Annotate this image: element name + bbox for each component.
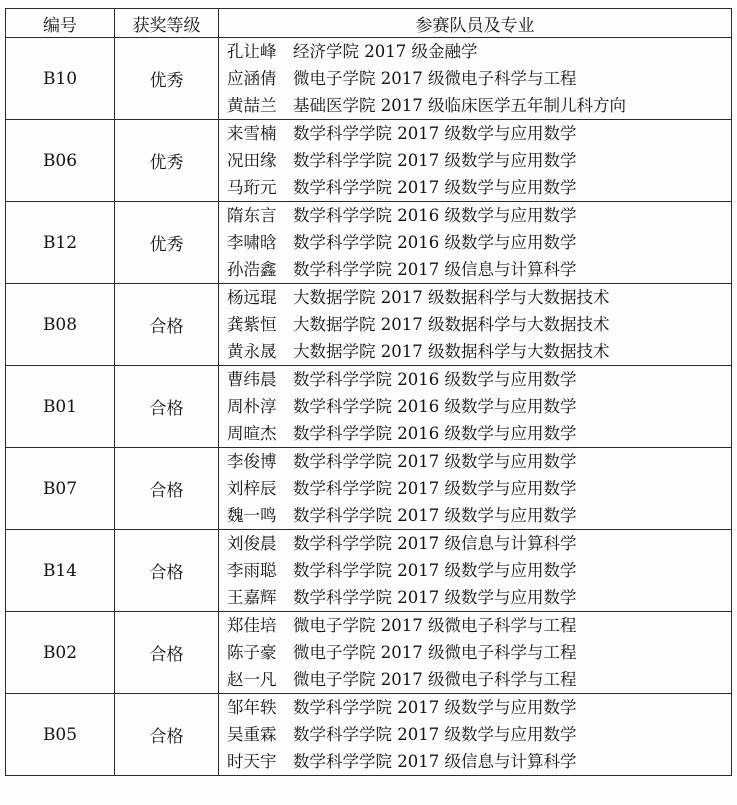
member-line [227,748,731,775]
member-name: 刘俊晨 [227,534,277,553]
member-major: 数学科学学院 2017 级数学与应用数学 [293,151,577,170]
award-level: 合格 [115,448,219,530]
member-line [227,65,731,92]
member-line [227,721,731,748]
member-line [227,448,731,475]
member-name: 孔让峰 [227,42,277,61]
member-major: 数学科学学院 2016 级数学与应用数学 [293,424,577,443]
team-row [6,120,732,202]
team-members [219,120,732,202]
team-code: B10 [6,38,115,120]
team-code: B01 [6,366,115,448]
member-major: 数学科学学院 2017 级数学与应用数学 [293,178,577,197]
member-name: 邹年轶 [227,698,277,717]
member-name: 马珩元 [227,178,277,197]
team-row [6,448,732,530]
member-major: 数学科学学院 2017 级信息与计算科学 [293,534,577,553]
member-name: 周暄杰 [227,424,277,443]
team-code: B07 [6,448,115,530]
member-major: 数学科学学院 2017 级数学与应用数学 [293,561,577,580]
member-major: 微电子学院 2017 级微电子科学与工程 [293,616,577,635]
award-level: 合格 [115,366,219,448]
member-name: 陈子豪 [227,643,277,662]
member-name: 杨远琨 [227,288,277,307]
team-members [219,284,732,366]
member-line [227,420,731,447]
member-line [227,612,731,639]
award-level: 优秀 [115,202,219,284]
member-line [227,694,731,721]
member-name: 王嘉辉 [227,588,277,607]
award-level: 合格 [115,612,219,694]
member-name: 郑佳培 [227,616,277,635]
member-line [227,256,731,283]
member-major: 数学科学学院 2016 级数学与应用数学 [293,206,577,225]
member-name: 魏一鸣 [227,506,277,525]
member-line [227,639,731,666]
member-line [227,393,731,420]
member-line [227,147,731,174]
member-line [227,229,731,256]
member-major: 大数据学院 2017 级数据科学与大数据技术 [293,342,610,361]
member-line [227,530,731,557]
member-major: 数学科学学院 2017 级数学与应用数学 [293,124,577,143]
member-name: 况田缘 [227,151,277,170]
member-name: 隋东言 [227,206,277,225]
member-name: 赵一凡 [227,670,277,689]
team-row [6,612,732,694]
member-line [227,475,731,502]
member-major: 微电子学院 2017 级微电子科学与工程 [293,69,577,88]
member-major: 数学科学学院 2017 级数学与应用数学 [293,588,577,607]
member-line [227,666,731,693]
member-line [227,502,731,529]
header-row [6,9,732,38]
member-name: 曹纬晨 [227,370,277,389]
team-row [6,202,732,284]
award-level: 优秀 [115,38,219,120]
member-line [227,584,731,611]
member-major: 大数据学院 2017 级数据科学与大数据技术 [293,315,610,334]
team-code: B08 [6,284,115,366]
member-line [227,202,731,229]
member-name: 李雨聪 [227,561,277,580]
member-major: 微电子学院 2017 级微电子科学与工程 [293,670,577,689]
member-line [227,366,731,393]
award-level: 优秀 [115,120,219,202]
member-major: 基础医学院 2017 级临床医学五年制儿科方向 [293,96,626,115]
member-line [227,174,731,201]
team-members [219,612,732,694]
member-line [227,311,731,338]
team-members [219,202,732,284]
member-major: 数学科学学院 2017 级数学与应用数学 [293,506,577,525]
team-row [6,530,732,612]
header-code: 编号 [6,9,115,38]
member-name: 时天宇 [227,752,277,771]
member-name: 刘梓辰 [227,479,277,498]
team-members [219,448,732,530]
team-code: B06 [6,120,115,202]
team-members [219,38,732,120]
award-table [5,8,732,776]
member-name: 黄永晟 [227,342,277,361]
team-row [6,366,732,448]
member-major: 数学科学学院 2016 级数学与应用数学 [293,233,577,252]
member-name: 黄喆兰 [227,96,277,115]
team-members [219,530,732,612]
member-major: 数学科学学院 2016 级数学与应用数学 [293,370,577,389]
team-rows [6,38,732,776]
header-members: 参赛队员及专业 [219,9,732,38]
team-row [6,38,732,120]
member-name: 来雪楠 [227,124,277,143]
member-name: 孙浩鑫 [227,260,277,279]
member-major: 数学科学学院 2017 级数学与应用数学 [293,479,577,498]
member-major: 数学科学学院 2017 级数学与应用数学 [293,452,577,471]
member-major: 数学科学学院 2017 级数学与应用数学 [293,698,577,717]
team-code: B14 [6,530,115,612]
member-major: 大数据学院 2017 级数据科学与大数据技术 [293,288,610,307]
member-line [227,92,731,119]
team-code: B12 [6,202,115,284]
team-code: B02 [6,612,115,694]
member-name: 李俊博 [227,452,277,471]
team-members [219,694,732,776]
member-line [227,557,731,584]
team-row [6,284,732,366]
member-name: 应涵倩 [227,69,277,88]
member-major: 经济学院 2017 级金融学 [293,42,478,61]
member-major: 微电子学院 2017 级微电子科学与工程 [293,643,577,662]
member-major: 数学科学学院 2017 级信息与计算科学 [293,752,577,771]
award-level: 合格 [115,530,219,612]
member-name: 李啸晗 [227,233,277,252]
member-line [227,120,731,147]
award-level: 合格 [115,284,219,366]
member-major: 数学科学学院 2017 级数学与应用数学 [293,725,577,744]
member-name: 周朴淳 [227,397,277,416]
team-code: B05 [6,694,115,776]
team-row [6,694,732,776]
award-level: 合格 [115,694,219,776]
header-level: 获奖等级 [115,9,219,38]
member-name: 吴重霖 [227,725,277,744]
member-line [227,38,731,65]
member-name: 龚紫恒 [227,315,277,334]
member-line [227,338,731,365]
team-members [219,366,732,448]
member-line [227,284,731,311]
member-major: 数学科学学院 2017 级信息与计算科学 [293,260,577,279]
member-major: 数学科学学院 2016 级数学与应用数学 [293,397,577,416]
